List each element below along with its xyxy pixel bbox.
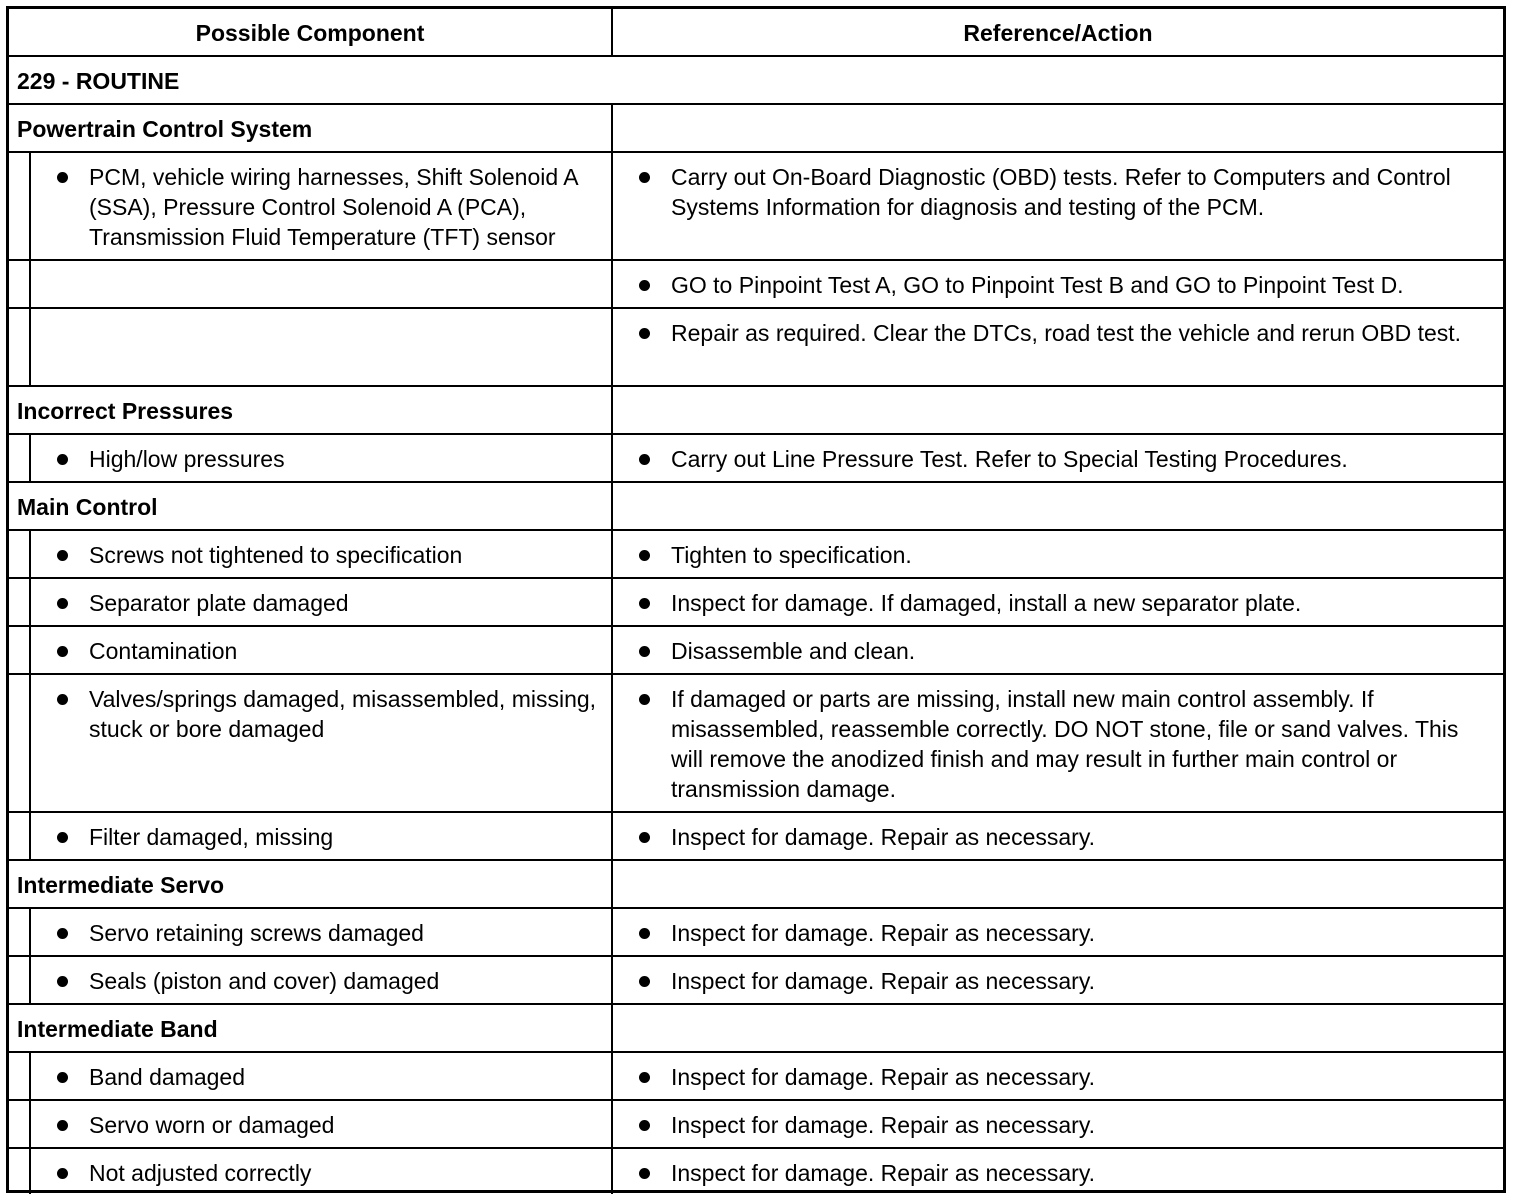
table-row bbox=[9, 813, 1503, 861]
bullet-icon bbox=[57, 1072, 68, 1083]
component-text: PCM, vehicle wiring harnesses, Shift Solenoid A (SSA), Pressure Control Solenoid A (PCA), Transmission Fluid Temperature (TFT) sensor bbox=[89, 164, 578, 250]
component-text: Contamination bbox=[89, 638, 238, 664]
indent-gutter bbox=[9, 813, 31, 859]
action-cell bbox=[613, 1149, 1503, 1194]
component-cell bbox=[9, 1101, 613, 1147]
component-text: Valves/springs damaged, misassembled, missing, stuck or bore damaged bbox=[89, 686, 597, 742]
table-row bbox=[9, 1101, 1503, 1149]
bullet-icon bbox=[639, 328, 650, 339]
component-cell bbox=[9, 261, 613, 307]
component-cell bbox=[9, 309, 613, 385]
component-cell bbox=[9, 1053, 613, 1099]
indent-gutter bbox=[9, 531, 31, 577]
action-cell bbox=[613, 579, 1503, 625]
routine-title: 229 - ROUTINE bbox=[17, 68, 180, 94]
indent-gutter bbox=[9, 909, 31, 955]
bullet-icon bbox=[639, 550, 650, 561]
routine-row bbox=[9, 57, 1503, 105]
component-text: Screws not tightened to specification bbox=[89, 542, 463, 568]
component-text: Band damaged bbox=[89, 1064, 246, 1090]
component-text: Servo retaining screws damaged bbox=[89, 920, 424, 946]
bullet-icon bbox=[57, 928, 68, 939]
indent-gutter bbox=[9, 435, 31, 481]
action-text: GO to Pinpoint Test A, GO to Pinpoint Test B and GO to Pinpoint Test D. bbox=[671, 272, 1404, 298]
bullet-icon bbox=[57, 832, 68, 843]
section-row bbox=[9, 861, 1503, 909]
component-cell bbox=[9, 579, 613, 625]
action-cell bbox=[613, 309, 1503, 385]
component-cell bbox=[9, 435, 613, 481]
action-cell bbox=[613, 1053, 1503, 1099]
table-row bbox=[9, 531, 1503, 579]
bullet-icon bbox=[639, 1120, 650, 1131]
indent-gutter bbox=[9, 261, 31, 307]
indent-gutter bbox=[9, 957, 31, 1003]
bullet-icon bbox=[57, 172, 68, 183]
component-cell bbox=[9, 1149, 613, 1194]
bullet-icon bbox=[639, 694, 650, 705]
indent-gutter bbox=[9, 579, 31, 625]
section-action-empty bbox=[613, 105, 1503, 151]
action-cell bbox=[613, 675, 1503, 811]
component-cell bbox=[9, 957, 613, 1003]
section-action-empty bbox=[613, 483, 1503, 529]
component-text: Filter damaged, missing bbox=[89, 824, 334, 850]
section-title: Incorrect Pressures bbox=[9, 387, 613, 433]
component-cell bbox=[9, 675, 613, 811]
section-title: Main Control bbox=[9, 483, 613, 529]
action-text: Inspect for damage. Repair as necessary. bbox=[671, 1064, 1096, 1090]
section-title: Intermediate Servo bbox=[9, 861, 613, 907]
table-row bbox=[9, 309, 1503, 387]
indent-gutter bbox=[9, 153, 31, 259]
action-text: Inspect for damage. Repair as necessary. bbox=[671, 968, 1096, 994]
section-title: Intermediate Band bbox=[9, 1005, 613, 1051]
table-row bbox=[9, 1053, 1503, 1101]
action-text: Repair as required. Clear the DTCs, road test the vehicle and rerun OBD test. bbox=[671, 320, 1462, 346]
action-text: Inspect for damage. If damaged, install a new separator plate. bbox=[671, 590, 1302, 616]
component-text: Not adjusted correctly bbox=[89, 1160, 312, 1186]
action-cell bbox=[613, 1101, 1503, 1147]
action-cell bbox=[613, 153, 1503, 259]
action-text: Carry out On-Board Diagnostic (OBD) tests. Refer to Computers and Control Systems Information for diagnosis and testing of the PCM. bbox=[671, 164, 1451, 220]
indent-gutter bbox=[9, 309, 31, 385]
header-action: Reference/Action bbox=[963, 20, 1153, 46]
table-row bbox=[9, 261, 1503, 309]
action-text: Inspect for damage. Repair as necessary. bbox=[671, 1160, 1096, 1186]
indent-gutter bbox=[9, 1101, 31, 1147]
action-cell bbox=[613, 531, 1503, 577]
bullet-icon bbox=[57, 976, 68, 987]
bullet-icon bbox=[57, 550, 68, 561]
bullet-icon bbox=[639, 172, 650, 183]
section-action-empty bbox=[613, 861, 1503, 907]
action-text: Disassemble and clean. bbox=[671, 638, 916, 664]
bullet-icon bbox=[639, 598, 650, 609]
table-row bbox=[9, 579, 1503, 627]
table-row bbox=[9, 1149, 1503, 1194]
bullet-icon bbox=[639, 1168, 650, 1179]
bullet-icon bbox=[57, 694, 68, 705]
section-action-empty bbox=[613, 387, 1503, 433]
section-title: Powertrain Control System bbox=[9, 105, 613, 151]
action-text: Inspect for damage. Repair as necessary. bbox=[671, 1112, 1096, 1138]
action-text: Inspect for damage. Repair as necessary. bbox=[671, 824, 1096, 850]
table-row bbox=[9, 435, 1503, 483]
action-cell bbox=[613, 813, 1503, 859]
action-cell bbox=[613, 957, 1503, 1003]
bullet-icon bbox=[57, 598, 68, 609]
indent-gutter bbox=[9, 627, 31, 673]
action-cell bbox=[613, 261, 1503, 307]
action-cell bbox=[613, 909, 1503, 955]
table-header-row bbox=[9, 9, 1503, 57]
bullet-icon bbox=[639, 646, 650, 657]
action-text: Inspect for damage. Repair as necessary. bbox=[671, 920, 1096, 946]
component-cell bbox=[9, 153, 613, 259]
bullet-icon bbox=[639, 928, 650, 939]
component-text: High/low pressures bbox=[89, 446, 285, 472]
action-text: If damaged or parts are missing, install new main control assembly. If misassembled, reassemble correctly. DO NOT stone, file or sand valves. This will remove the anodized finish and may result in further main control or transmission damage. bbox=[671, 686, 1459, 802]
action-cell bbox=[613, 627, 1503, 673]
diagnostic-table bbox=[6, 6, 1506, 1193]
indent-gutter bbox=[9, 1053, 31, 1099]
component-text: Seals (piston and cover) damaged bbox=[89, 968, 440, 994]
bullet-icon bbox=[639, 976, 650, 987]
bullet-icon bbox=[639, 454, 650, 465]
table-row bbox=[9, 627, 1503, 675]
action-cell bbox=[613, 435, 1503, 481]
component-cell bbox=[9, 531, 613, 577]
section-row bbox=[9, 105, 1503, 153]
bullet-icon bbox=[639, 832, 650, 843]
component-cell bbox=[9, 627, 613, 673]
table-row bbox=[9, 153, 1503, 261]
indent-gutter bbox=[9, 675, 31, 811]
component-text: Servo worn or damaged bbox=[89, 1112, 335, 1138]
bullet-icon bbox=[639, 1072, 650, 1083]
bullet-icon bbox=[57, 454, 68, 465]
bullet-icon bbox=[57, 1120, 68, 1131]
table-row bbox=[9, 675, 1503, 813]
indent-gutter bbox=[9, 1149, 31, 1194]
component-text: Separator plate damaged bbox=[89, 590, 349, 616]
bullet-icon bbox=[57, 646, 68, 657]
section-row bbox=[9, 483, 1503, 531]
header-component: Possible Component bbox=[9, 9, 613, 55]
table-row bbox=[9, 957, 1503, 1005]
section-row bbox=[9, 387, 1503, 435]
component-cell bbox=[9, 909, 613, 955]
action-text: Carry out Line Pressure Test. Refer to Special Testing Procedures. bbox=[671, 446, 1348, 472]
section-action-empty bbox=[613, 1005, 1503, 1051]
bullet-icon bbox=[57, 1168, 68, 1179]
section-row bbox=[9, 1005, 1503, 1053]
action-text: Tighten to specification. bbox=[671, 542, 912, 568]
table-row bbox=[9, 909, 1503, 957]
bullet-icon bbox=[639, 280, 650, 291]
component-cell bbox=[9, 813, 613, 859]
